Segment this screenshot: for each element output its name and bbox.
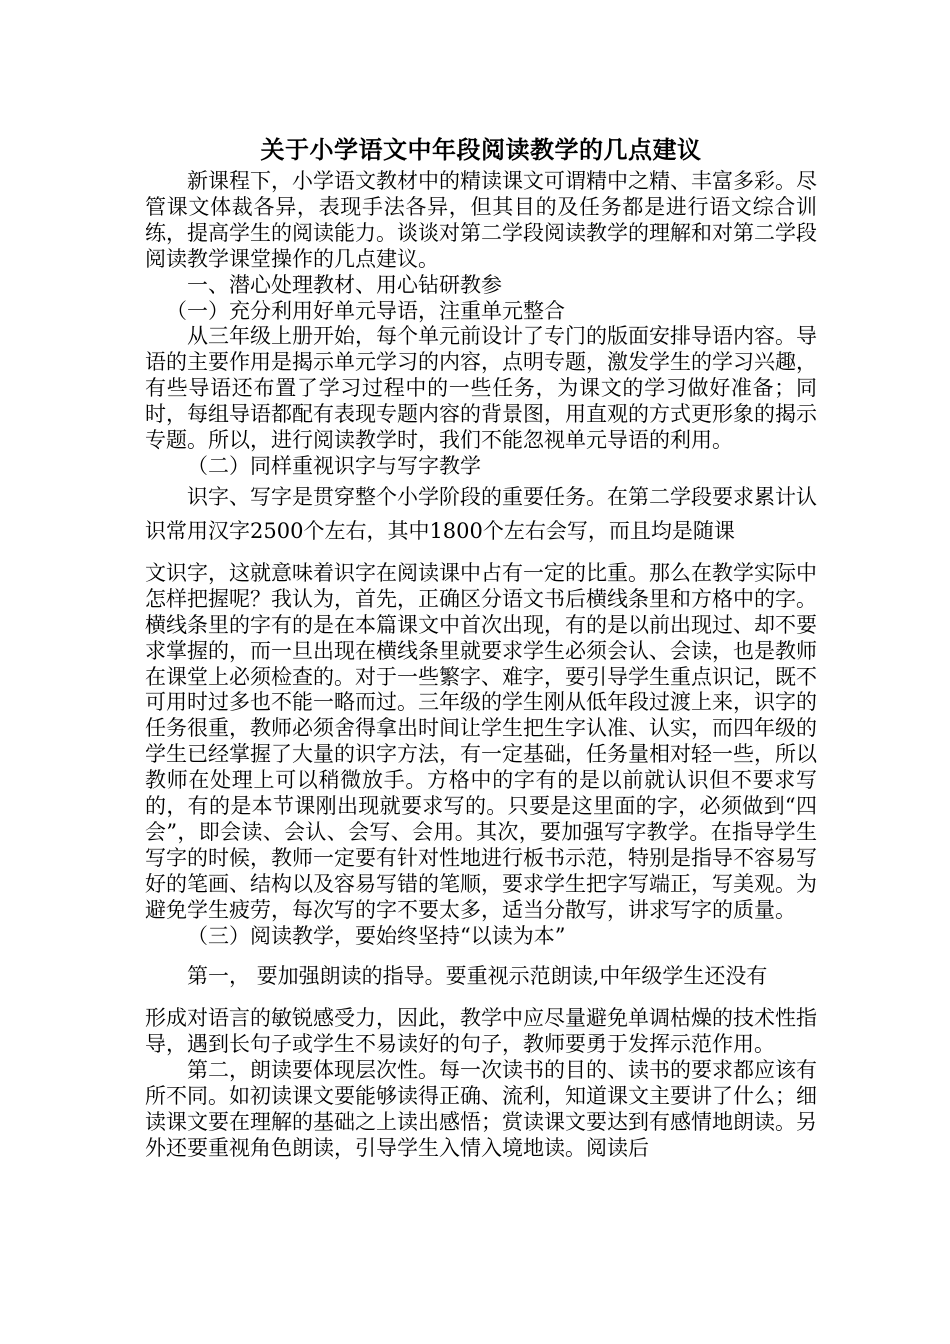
subsection-heading-1: （一）充分利用好单元导语，注重单元整合 [166, 298, 565, 323]
literacy-paragraph-continued: 文识字，这就意味着识字在阅读课中占有一定的比重。那么在教学实际中怎样把握呢？我认为，首先，正确区分语文书后横线条里和方格中的字。横线条里的字有的是在本篇课文中首次出现，有的是以前出现过、却不要求掌握的，而一旦出现在横线条里就要求学生必须会认、会读，也是教师在课堂上必须检查的。对于一些繁字、难字，要引导学生重点识记，既不可用时过多也不能一略而过。三年级的学生刚从低年段过渡上来，识字的任务很重，教师必须舍得拿出时间让学生把生字认准、认实，而四年级的学生已经掌握了大量的识字方法，有一定基础，任务量相对轻一些，所以教师在处理上可以稍微放手。方格中的字有的是以前就认识但不要求写的，有的是本节课刚出现就要求写的。只要是这里面的字，必须做到“四会”，即会读、会认、会写、会用。其次，要加强写字教学。在指导学生写字的时候，教师一定要有针对性地进行板书示范，特别是指导不容易写好的笔画、结构以及容易写错的笔顺，要求学生把字写端正，写美观。为避免学生疲劳，每次写的字不要太多，适当分散写，讲求写字的质量。 [145, 560, 817, 922]
reading-paragraph-start: 第一， 要加强朗读的指导。要重视示范朗读,中年级学生还没有 [187, 964, 768, 989]
subsection-heading-2: （二）同样重视识字与写字教学 [187, 453, 481, 478]
literacy-paragraph-start: 识字、写字是贯穿整个小学阶段的重要任务。在第二学段要求累计认识常用汉字2500个左右，其中1800个左右会写，而且均是随课 [145, 484, 817, 543]
document-title: 关于小学语文中年段阅读教学的几点建议 [260, 135, 702, 164]
reading-paragraph-2: 第二，朗读要体现层次性。每一次读书的目的、读书的要求都应该有所不同。如初读课文要能够读得正确、流利，知道课文主要讲了什么；细读课文要在理解的基础之上读出感悟；赏读课文要达到有感情地朗读。另外还要重视角色朗读，引导学生入情入境地读。阅读后 [145, 1058, 817, 1160]
section-heading-1: 一、潜心处理教材、用心钻研教参 [187, 272, 502, 297]
subsection-1-paragraph: 从三年级上册开始，每个单元前设计了专门的版面安排导语内容。导语的主要作用是揭示单元学习的内容，点明专题，激发学生的学习兴趣，有些导语还布置了学习过程中的一些任务，为课文的学习做好准备；同时，每组导语都配有表现专题内容的背景图，用直观的方式更形象的揭示专题。所以，进行阅读教学时，我们不能忽视单元导语的利用。 [145, 324, 817, 453]
document-body [145, 133, 817, 1162]
subsection-heading-3: （三）阅读教学，要始终坚持“以读为本” [187, 923, 566, 948]
reading-paragraph-continued: 形成对语言的敏锐感受力，因此，教学中应尽量避免单调枯燥的技术性指导，遇到长句子或学生不易读好的句子，教师要勇于发挥示范作用。 [145, 1006, 817, 1057]
intro-paragraph: 新课程下，小学语文教材中的精读课文可谓精中之精、丰富多彩。尽管课文体裁各异，表现手法各异，但其目的及任务都是进行语文综合训练，提高学生的阅读能力。谈谈对第二学段阅读教学的理解和对第二学段阅读教学课堂操作的几点建议。 [145, 169, 817, 271]
